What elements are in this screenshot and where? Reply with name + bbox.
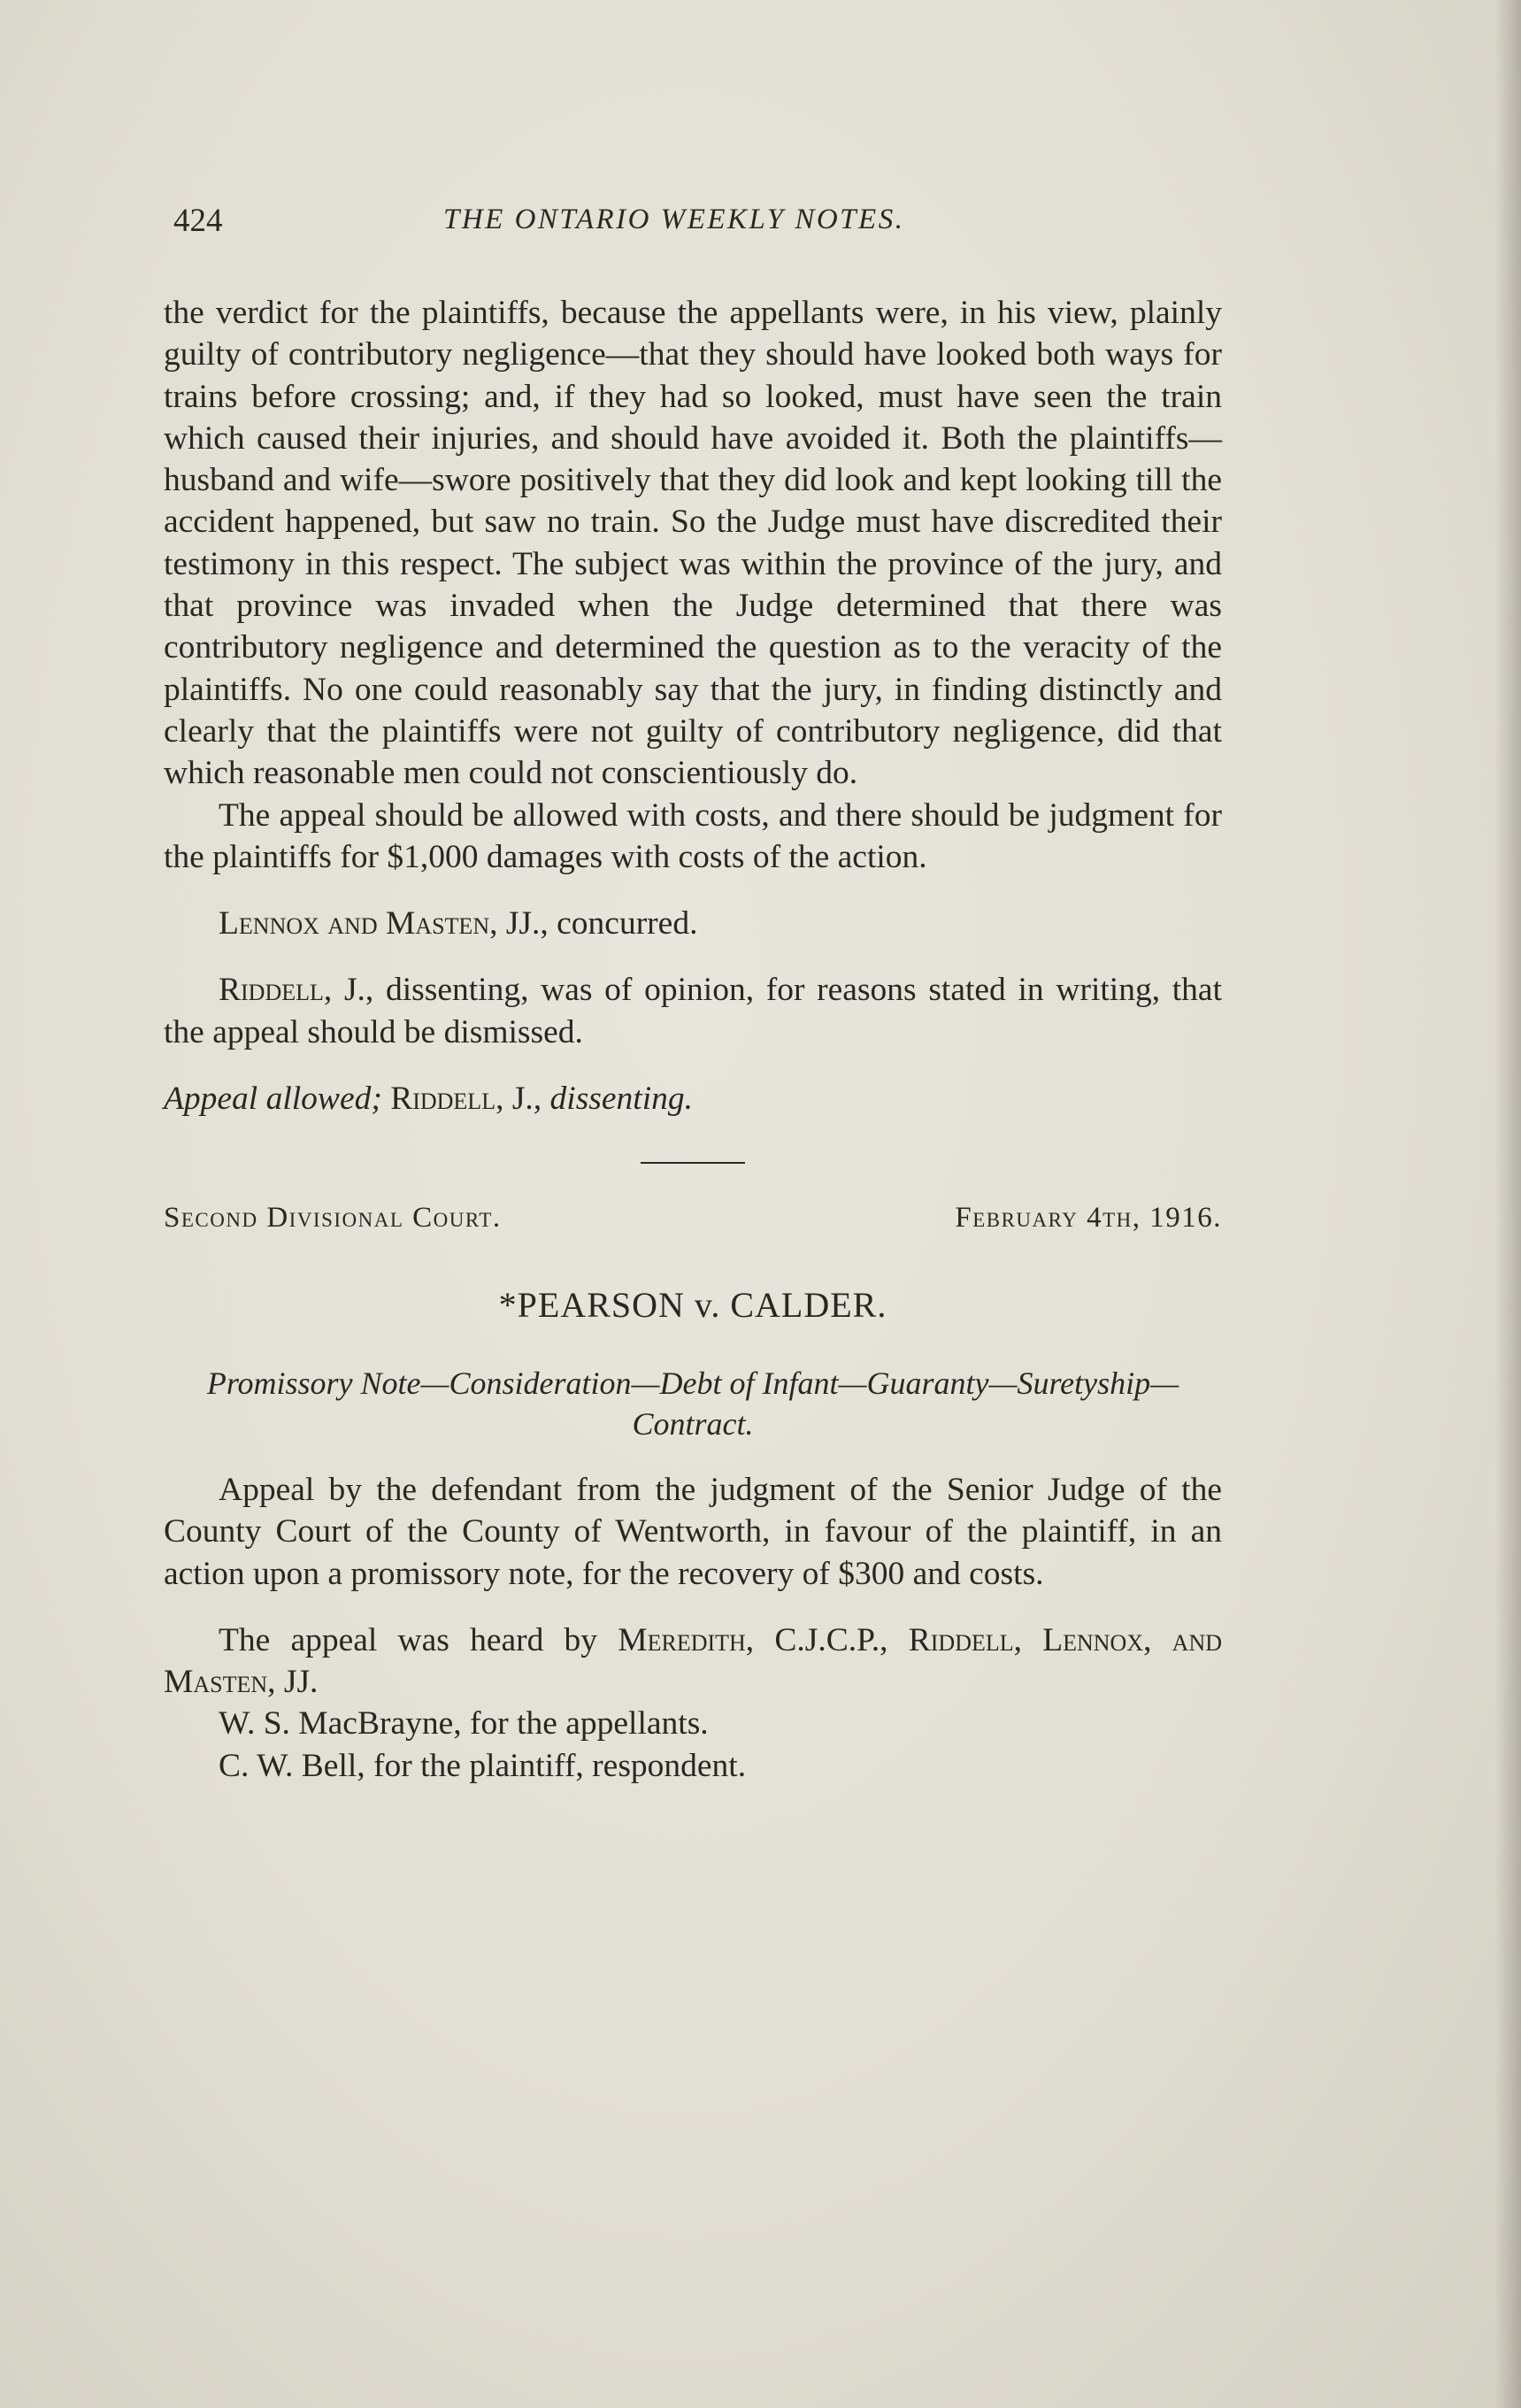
concurring-judges: Lennox and Masten, JJ. [219,905,541,942]
paragraph-appeal-description: Appeal by the defendant from the judgment of the Senior Judge of the County Court of the County of Wentworth, in favour of the plaintiff, in an action upon a promissory note, for the recovery of $300 and costs. [164,1471,1222,1592]
page-edge-shadow [1494,0,1521,2408]
dissenting-judge: Riddell, J. [219,972,365,1009]
running-head: THE ONTARIO WEEKLY NOTES. [443,204,905,235]
counsel-respondent: C. W. Bell, for the plaintiff, respondent. [219,1747,747,1784]
paragraph-appeal-allowed: The appeal should be allowed with costs, and there should be judgment for the plaintiffs for $1,000 damages with costs of the action. [164,796,1222,875]
disposition-tail: , dissenting. [533,1081,694,1118]
page-number: 424 [173,203,223,239]
page-body [164,292,1222,1787]
court-date-line [164,1197,1222,1239]
case-title: *PEARSON v. CALDER. [498,1284,887,1325]
paragraph-verdict: the verdict for the plaintiffs, because the appellants were, in his view, plainly guilty of contributory negligence—that they should have looked both ways for trains before crossing; and, if they had so looked, must have seen the train which caused their injuries, and should have avoided it. Both the plaintiffs—husband and wife—swore positively that they did look and kept looking till the accident happened, but saw no train. So the Judge must have discredited their testimony in this respect. The subject was within the province of the jury, and that province was invaded when the Judge determined that there was contributory negligence and determined the question as to the veracity of the plaintiffs. No one could reasonably say that the jury, in finding distinctly and clearly that the plaintiffs were not guilty of contributory negligence, did that which reasonable men could not conscientiously do. [164,295,1222,792]
heard-judges: Meredith, C.J.C.P., Riddell, Lennox, and Masten, JJ. [164,1621,1222,1701]
case-date: February 4th, 1916. [955,1202,1222,1235]
disposition-judge: Riddell, J. [390,1081,534,1118]
paragraph-dissent [164,969,1222,1053]
paragraph-heard-by [164,1619,1222,1704]
counsel-appellants: W. S. MacBrayne, for the appellants. [219,1705,709,1743]
court-name: Second Divisional Court. [164,1202,502,1235]
section-divider [641,1162,745,1164]
concurrence-text: , concurred. [540,905,698,942]
paragraph-concurrence [164,903,1222,944]
disposition-lead: Appeal allowed; [164,1081,391,1118]
heard-lead: The appeal was heard by [219,1621,618,1658]
dissent-text: , dissenting, was of opinion, for reasons stated in writing, that the appeal should be dismissed. [164,972,1222,1050]
disposition-line [164,1078,1222,1119]
page-header [173,202,1222,255]
catchwords: Promissory Note—Consideration—Debt of Infant—Guaranty—Suretyship—Contract. [206,1365,1179,1442]
